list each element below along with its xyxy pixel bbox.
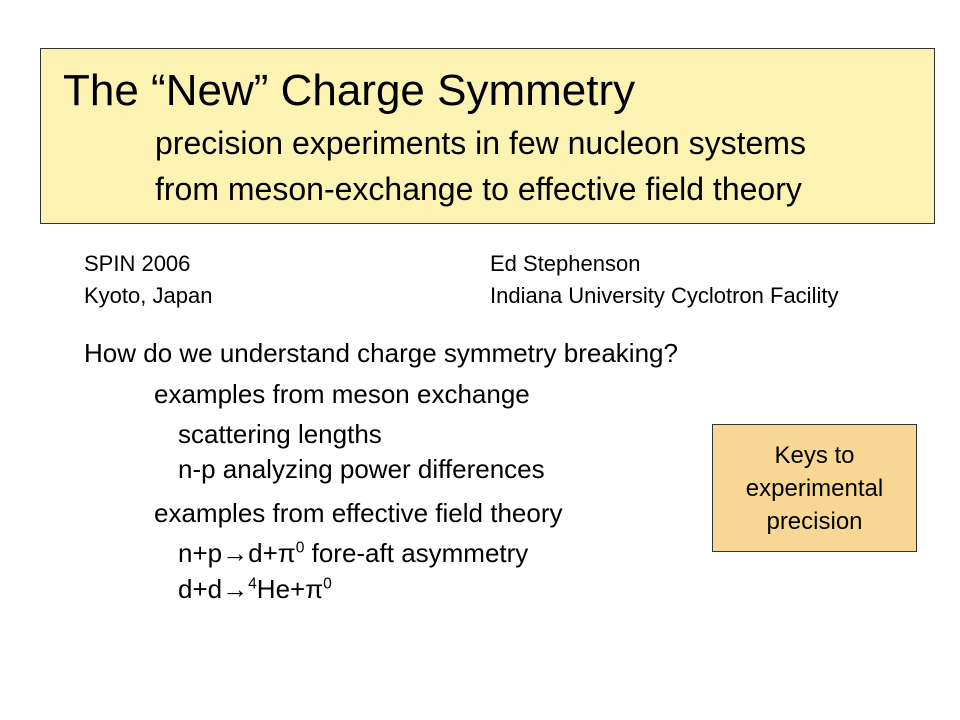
reaction-2-prefix: d+d→: [178, 574, 249, 604]
reaction-1-suffix: fore-aft asymmetry: [304, 538, 529, 568]
title-box: [40, 48, 935, 224]
section-2-heading: examples from effective field theory: [154, 498, 563, 528]
conference-location: Kyoto, Japan: [84, 283, 213, 308]
outline-question: How do we understand charge symmetry breaking?: [84, 338, 678, 368]
slide-title: The “New” Charge Symmetry: [63, 66, 636, 115]
slide-subtitle-1: precision experiments in few nucleon systems: [155, 125, 806, 161]
reaction-2-superscript-1: 4: [248, 575, 257, 593]
keys-box-line-1: Keys to: [774, 441, 855, 469]
conference-name: SPIN 2006: [84, 251, 191, 276]
slide-subtitle-2: from meson-exchange to effective field theory: [155, 171, 802, 207]
section-2-item-np-reaction: [178, 539, 528, 568]
section-1-item-scattering-lengths: scattering lengths: [178, 419, 382, 449]
section-2-item-dd-reaction: [178, 575, 332, 604]
section-1-item-analyzing-power: n-p analyzing power differences: [178, 454, 545, 484]
reaction-2-superscript-2: 0: [323, 575, 332, 593]
author-affiliation: Indiana University Cyclotron Facility: [490, 283, 839, 308]
keys-box-line-2: experimental: [745, 474, 884, 502]
reaction-1-superscript: 0: [295, 539, 305, 557]
author-name: Ed Stephenson: [490, 251, 641, 276]
keys-box-line-3: precision: [766, 507, 863, 535]
section-1-heading: examples from meson exchange: [154, 379, 530, 409]
reaction-2-middle: He+π: [256, 574, 324, 604]
reaction-1-prefix: n+p→d+π: [178, 538, 296, 568]
keys-to-precision-box: [712, 424, 917, 552]
